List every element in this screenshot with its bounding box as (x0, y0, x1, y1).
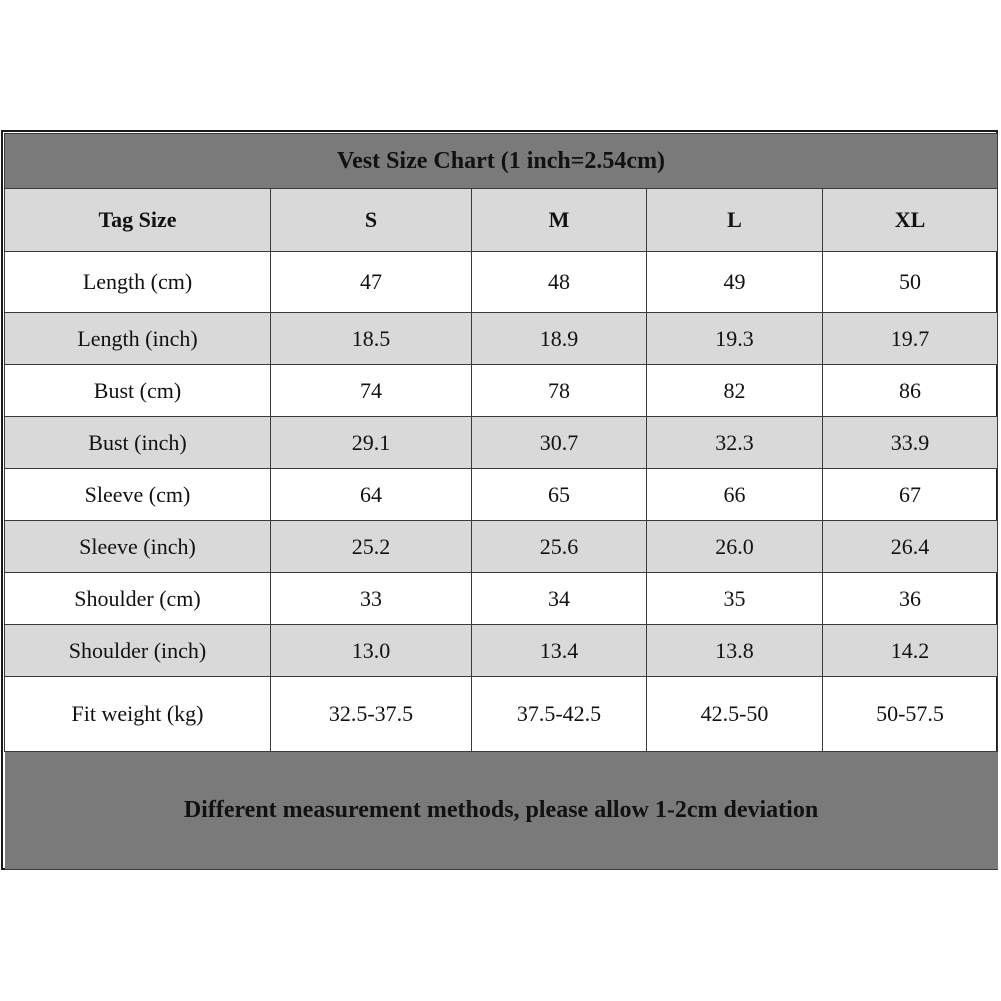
table-cell: 48 (472, 252, 647, 313)
table-cell: 13.8 (647, 625, 823, 677)
table-cell: 25.6 (472, 521, 647, 573)
table-row (5, 521, 998, 573)
size-table (4, 133, 998, 870)
table-row (5, 469, 998, 521)
row-label: Length (inch) (5, 313, 271, 365)
table-cell: 50-57.5 (823, 677, 998, 752)
table-cell: 19.3 (647, 313, 823, 365)
table-cell: 19.7 (823, 313, 998, 365)
table-cell: 18.5 (271, 313, 472, 365)
table-cell: 26.4 (823, 521, 998, 573)
table-cell: 34 (472, 573, 647, 625)
table-cell: 78 (472, 365, 647, 417)
table-cell: 33.9 (823, 417, 998, 469)
row-label: Fit weight (kg) (5, 677, 271, 752)
title-row (5, 134, 998, 189)
table-cell: 14.2 (823, 625, 998, 677)
table-row (5, 417, 998, 469)
table-cell: 32.3 (647, 417, 823, 469)
table-cell: 18.9 (472, 313, 647, 365)
row-label: Sleeve (inch) (5, 521, 271, 573)
table-cell: 64 (271, 469, 472, 521)
table-cell: 42.5-50 (647, 677, 823, 752)
table-cell: 13.0 (271, 625, 472, 677)
table-cell: 67 (823, 469, 998, 521)
table-cell: 86 (823, 365, 998, 417)
size-chart (1, 130, 998, 870)
row-label: Bust (inch) (5, 417, 271, 469)
table-cell: 50 (823, 252, 998, 313)
table-cell: 36 (823, 573, 998, 625)
note-row (5, 752, 998, 870)
deviation-note: Different measurement methods, please allow 1-2cm deviation (5, 752, 998, 870)
table-row (5, 252, 998, 313)
table-cell: 29.1 (271, 417, 472, 469)
table-cell: 13.4 (472, 625, 647, 677)
size-header: XL (823, 189, 998, 252)
table-cell: 25.2 (271, 521, 472, 573)
table-row (5, 677, 998, 752)
table-cell: 47 (271, 252, 472, 313)
row-label: Shoulder (cm) (5, 573, 271, 625)
table-cell: 26.0 (647, 521, 823, 573)
header-row (5, 189, 998, 252)
table-cell: 66 (647, 469, 823, 521)
size-header: S (271, 189, 472, 252)
table-cell: 35 (647, 573, 823, 625)
row-label: Length (cm) (5, 252, 271, 313)
chart-title: Vest Size Chart (1 inch=2.54cm) (5, 134, 998, 189)
table-cell: 32.5-37.5 (271, 677, 472, 752)
table-cell: 74 (271, 365, 472, 417)
table-cell: 65 (472, 469, 647, 521)
table-cell: 49 (647, 252, 823, 313)
row-label: Shoulder (inch) (5, 625, 271, 677)
table-row (5, 365, 998, 417)
table-cell: 37.5-42.5 (472, 677, 647, 752)
row-label: Bust (cm) (5, 365, 271, 417)
table-cell: 82 (647, 365, 823, 417)
table-cell: 33 (271, 573, 472, 625)
row-label: Sleeve (cm) (5, 469, 271, 521)
table-row (5, 573, 998, 625)
table-row (5, 313, 998, 365)
size-header: L (647, 189, 823, 252)
table-cell: 30.7 (472, 417, 647, 469)
size-header: M (472, 189, 647, 252)
header-label: Tag Size (5, 189, 271, 252)
table-row (5, 625, 998, 677)
